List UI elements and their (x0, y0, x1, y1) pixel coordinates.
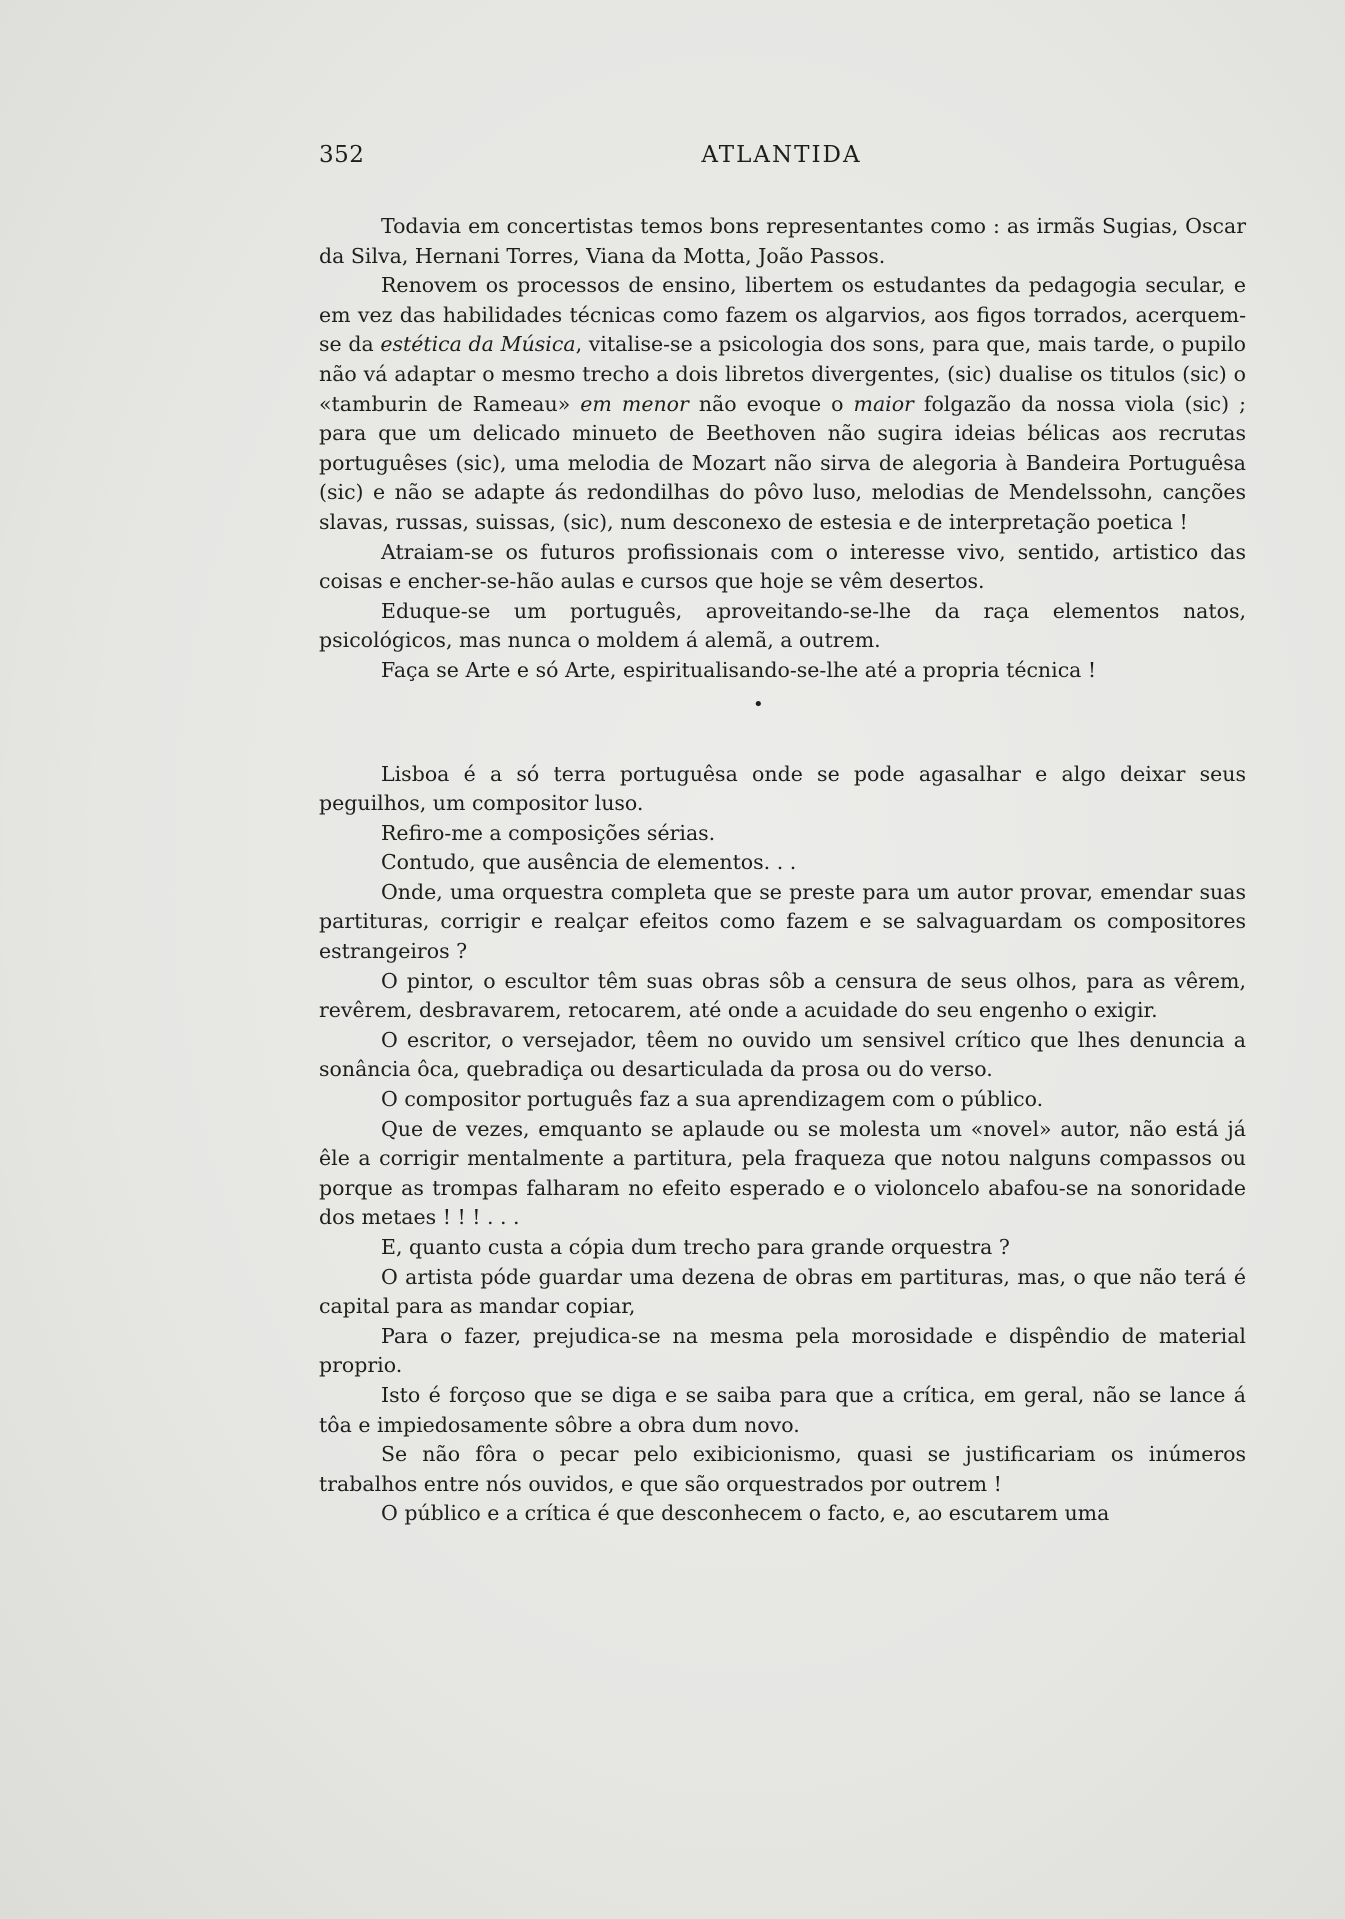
paragraph: E, quanto custa a cópia dum trecho para grande orquestra ? (381, 1235, 1010, 1259)
text-run: não evoque o (688, 391, 854, 416)
page-number: 352 (319, 142, 365, 168)
italic-text: em menor (580, 391, 689, 416)
body-text (319, 212, 1246, 1529)
paragraph: Se não fôra o pecar pelo exibicionismo, quasi se justificariam os inúmeros trabalhos entre nós ouvidos, e que são orquestrados por outrem ! (319, 1442, 1246, 1496)
italic-text: estética da Música (380, 332, 576, 357)
running-title: ATLANTIDA (701, 142, 862, 168)
paragraph: Que de vezes, emquanto se aplaude ou se molesta um «novel» autor, não está já êle a corrigir mentalmente a partitura, pela fraqueza que notou nalguns compassos ou porque as trompas falharam no efeito esperado e o violoncelo abafou-se na sonoridade dos metaes ! ! ! . . . (319, 1116, 1246, 1230)
paragraph: O escritor, o versejador, têem no ouvido um sensivel crítico que lhes denuncia a sonância ôca, quebradiça ou desarticulada da prosa ou do verso. (319, 1027, 1246, 1082)
paragraph: Isto é forçoso que se diga e se saiba para que a crítica, em geral, não se lance á tôa e impiedosamente sôbre a obra dum novo. (319, 1382, 1246, 1437)
section-break (319, 686, 1246, 730)
page-header (319, 142, 1244, 176)
text-run: , vitalise-se a psicologia dos sons, para que, mais tarde, o pupilo não vá adaptar o mesmo trecho a dois libretos divergentes, (sic) dualise os titulos (sic) o «tamburin de Rameau» (319, 332, 1246, 416)
paragraph: Refiro-me a composições sérias. (381, 820, 716, 845)
paragraph (319, 271, 1246, 537)
text-run: Renovem os processos de ensino, libertem os estudantes da pedagogia secular, e em vez das habilidades técnicas como fazem os algarvios, aos figos torrados, acerquem-se da (319, 273, 1246, 357)
paragraph: Para o fazer, prejudica-se na mesma pela morosidade e dispêndio de material proprio. (319, 1323, 1246, 1378)
paragraph: Eduque-se um português, aproveitando-se-lhe da raça elementos natos, psicológicos, mas nunca o moldem á alemã, a outrem. (319, 598, 1246, 653)
paragraph: Todavia em concertistas temos bons representantes como : as irmãs Sugias, Oscar da Silva, Hernani Torres, Viana da Motta, João Passos. (319, 214, 1246, 268)
paragraph: Contudo, que ausência de elementos. . . (381, 850, 797, 875)
paragraph: O artista póde guardar uma dezena de obras em partituras, mas, o que não terá é capital para as mandar copiar, (319, 1264, 1246, 1319)
text-run: folgazão da nossa viola (sic) ; para que um delicado minueto de Beethoven não sugira ideias bélicas aos recrutas portuguêses (sic), uma melodia de Mozart não sirva de alegoria à Bandeira Portuguêsa (sic) e não se adapte ás redondilhas do pôvo luso, melodias de Mendelssohn, canções slavas, russas, suissas, (sic), num desconexo de estesia e de interpretação poetica ! (319, 391, 1247, 534)
paragraph: Onde, uma orquestra completa que se preste para um autor provar, emendar suas partituras, corrigir e realçar efeitos como fazem e se salvaguardam os compositores estrangeiros ? (319, 879, 1246, 964)
italic-text: maior (853, 391, 914, 416)
paragraph: O compositor português faz a sua aprendizagem com o público. (381, 1087, 1044, 1112)
paragraph: Atraiam-se os futuros profissionais com o interesse vivo, sentido, artistico das coisas e encher-se-hão aulas e cursos que hoje se vêm desertos. (319, 539, 1246, 594)
paragraph: Lisboa é a só terra portuguêsa onde se pode agasalhar e algo deixar seus peguilhos, um compositor luso. (319, 761, 1246, 816)
paragraph: O pintor, o escultor têm suas obras sôb a censura de seus olhos, para as vêrem, revêrem, desbravarem, retocarem, até onde a acuidade do seu engenho o exigir. (319, 968, 1246, 1023)
paragraph: Faça se Arte e só Arte, espiritualisando-se-lhe até a propria técnica ! (381, 657, 1097, 682)
section-spacer (319, 730, 1246, 760)
section-mark: • (753, 693, 764, 715)
paragraph: O público e a crítica é que desconhecem o facto, e, ao escutarem uma (381, 1501, 1110, 1526)
